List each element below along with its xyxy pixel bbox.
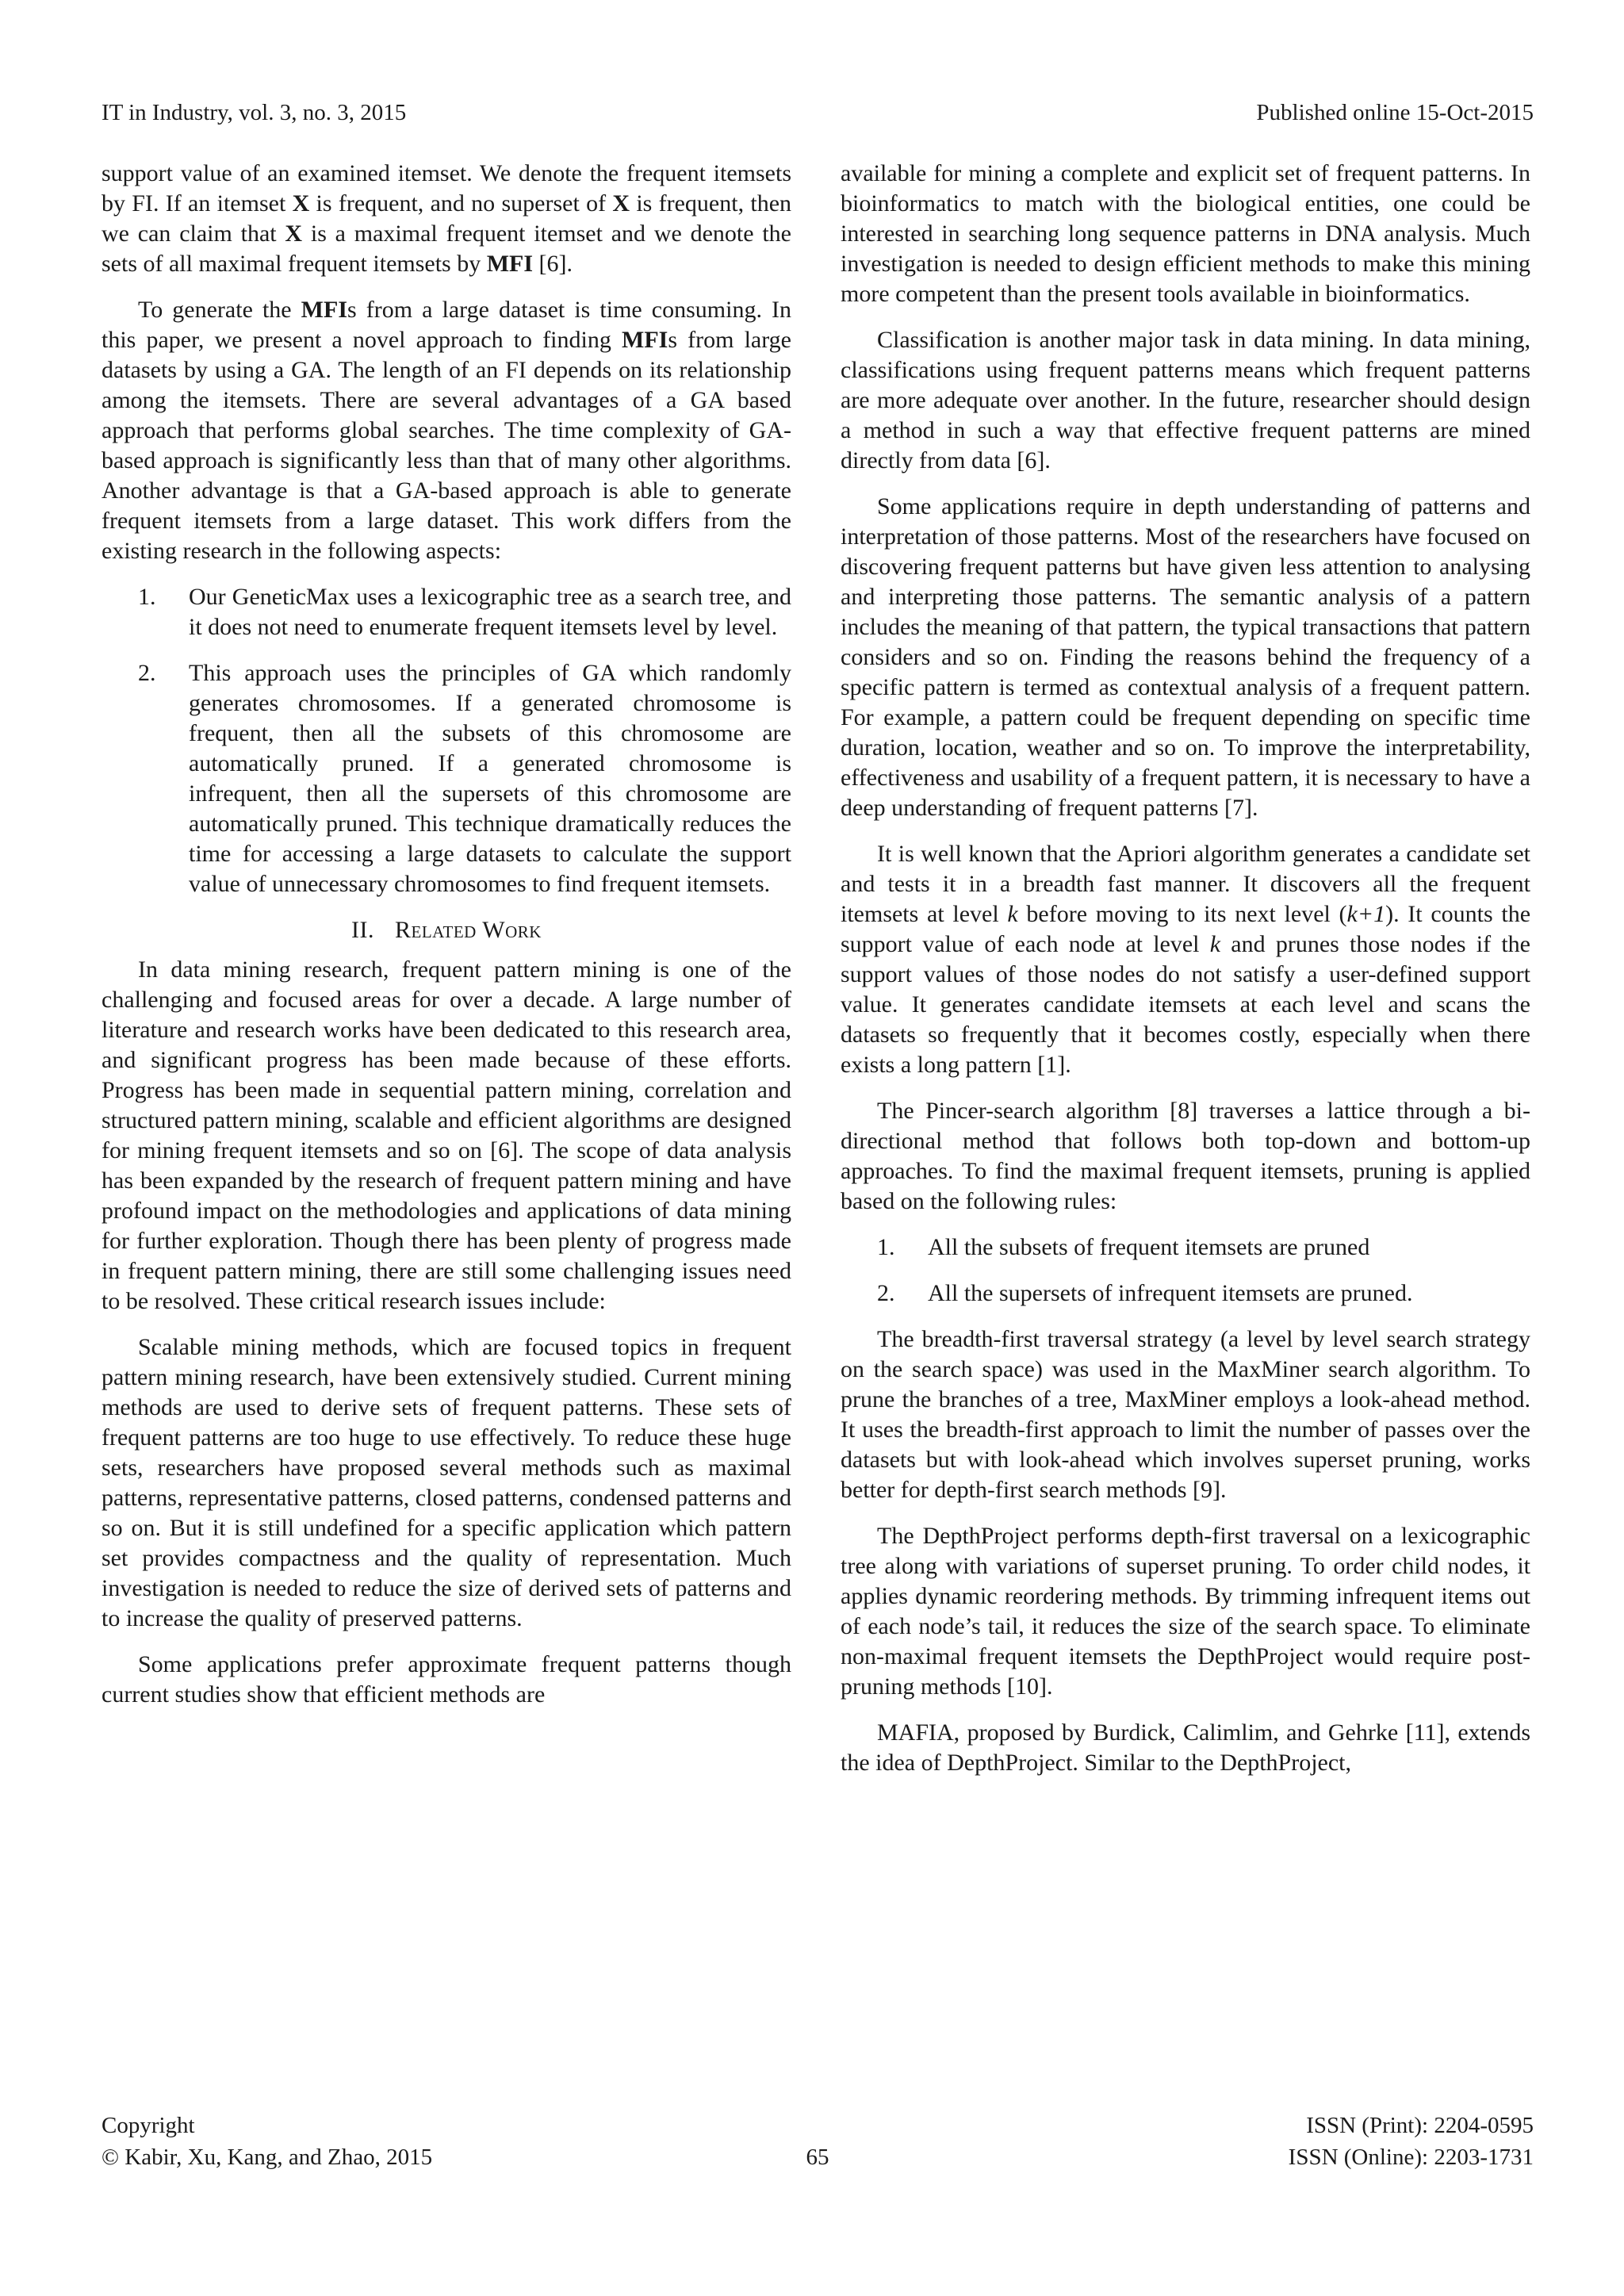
- paragraph-apriori: It is well known that the Apriori algorithm generates a candidate set and tests it in a breadth fast manner. It discovers all the frequent itemsets at level k before moving to its next level (k+1). It counts the support value of each node at level k and prunes those nodes if the support values of those nodes do not satisfy a user-defined support value. It generates candidate itemsets at each level and scans the datasets so frequently that it becomes costly, especially when there exists a long pattern [1].: [841, 841, 1531, 1078]
- aspects-list: [102, 582, 791, 899]
- paragraph-depthproject: The DepthProject performs depth-first traversal on a lexicographic tree along with variations of superset pruning. To order child nodes, it applies dynamic reordering methods. By trimming infrequent items out of each node’s tail, it reduces the size of the search space. To eliminate non-maximal frequent itemsets the DepthProject would require post-pruning methods [10].: [841, 1523, 1530, 1700]
- paragraph-pincer-search: The Pincer-search algorithm [8] traverses a lattice through a bi-directional method that follows both top-down and bottom-up approaches. To find the maximal frequent itemsets, pruning is applied based on the following rules:: [841, 1098, 1530, 1214]
- footer-issn: ISSN (Print): 2204-0595 ISSN (Online): 2203-1731: [1288, 2113, 1534, 2170]
- publication-date: Published online 15-Oct-2015: [1256, 100, 1534, 125]
- footer-copyright: Copyright © Kabir, Xu, Kang, and Zhao, 2015: [102, 2113, 433, 2170]
- list-item: 1. All the subsets of frequent itemsets are pruned: [877, 1234, 1370, 1260]
- journal-info: IT in Industry, vol. 3, no. 3, 2015: [102, 100, 407, 125]
- paragraph-approximate-patterns: Some applications prefer approximate frequent patterns though current studies show that efficient methods are: [102, 1651, 791, 1708]
- right-column: [841, 159, 1530, 1794]
- paragraph-mafia: MAFIA, proposed by Burdick, Calimlim, and Gehrke [11], extends the idea of DepthProject. Similar to the DepthProject,: [841, 1719, 1530, 1776]
- paragraph-mfi-definition: support value of an examined itemset. We denote the frequent itemsets by FI. If an itemset X is frequent, and no superset of X is frequent, then we can claim that X is a maximal frequent itemset and we denote the sets of all maximal frequent itemsets by MFI [6].: [102, 160, 792, 277]
- list-item: 2. This approach uses the principles of GA which randomly generates chromosomes. If a generated chromosome is frequent, then all the subsets of this chromosome are automatically pruned. If a generated chromosome is infrequent, then all the supersets of this chromosome are automatically pruned. This technique dramatically reduces the time for accessing a large datasets to calculate the support value of unnecessary chromosomes to find frequent itemsets.: [138, 660, 791, 897]
- paragraph-interpretation: Some applications require in depth understanding of patterns and interpretation of those patterns. Most of the researchers have focused on discovering frequent patterns but have given less attention to analysing and interpreting those patterns. The semantic analysis of a pattern includes the meaning of that pattern, the typical transactions that pattern considers and so on. Finding the reasons behind the frequency of a specific pattern is termed as contextual analysis of a frequent pattern. For example, a pattern could be frequent depending on specific time duration, location, weather and so on. To improve the interpretability, effectiveness and usability of a frequent pattern, it is necessary to have a deep understanding of frequent patterns [7].: [841, 493, 1530, 821]
- paragraph-related-work-intro: In data mining research, frequent pattern mining is one of the challenging and focused areas for over a decade. A large number of literature and research works have been dedicated to this research area, and significant progress has been made because of these efforts. Progress has been made in sequential pattern mining, correlation and structured pattern mining, scalable and efficient algorithms are designed for mining frequent itemsets and so on [6]. The scope of data analysis has been expanded by the research of frequent pattern mining and have profound impact on the methodologies and applications of data mining for further exploration. Though there has been plenty of progress made in frequent pattern mining, there are still some challenging issues need to be resolved. These critical research issues include:: [102, 956, 791, 1314]
- running-header: [102, 95, 1534, 130]
- paragraph-classification: Classification is another major task in data mining. In data mining, classifications using frequent patterns means which frequent patterns are more adequate over another. In the future, researcher should design a method in such a way that effective frequent patterns are mined directly from data [6].: [841, 327, 1530, 473]
- paragraph-approach: To generate the MFIs from a large dataset is time consuming. In this paper, we present a novel approach to finding MFIs from large datasets by using a GA. The length of an FI depends on its relationship among the itemsets. There are several advantages of a GA based approach that performs global searches. The time complexity of GA-based approach is significantly less than that of many other algorithms. Another advantage is that a GA-based approach is able to generate frequent itemsets from a large dataset. This work differs from the existing research in the following aspects:: [102, 297, 792, 564]
- page-number: 65: [806, 2145, 829, 2170]
- left-column: [102, 159, 791, 1726]
- paragraph-maxminer: The breadth-first traversal strategy (a level by level search strategy on the search space) was used in the MaxMiner search algorithm. To prune the branches of a tree, MaxMiner employs a look-ahead method. It uses the breadth-first approach to limit the number of passes over the datasets but with look-ahead which involves superset pruning, works better for depth-first search methods [9].: [841, 1326, 1530, 1503]
- list-item: 2. All the supersets of infrequent itemsets are pruned.: [877, 1280, 1413, 1306]
- paragraph-bioinformatics: available for mining a complete and explicit set of frequent patterns. In bioinformatics to match with the biological entities, one could be interested in searching long sequence patterns in DNA analysis. Much investigation is needed to design efficient methods to make this mining more competent than the present tools available in bioinformatics.: [841, 160, 1530, 307]
- pruning-rules-list: [841, 1232, 1530, 1309]
- paragraph-scalable-methods: Scalable mining methods, which are focused topics in frequent pattern mining research, have been extensively studied. Current mining methods are used to derive sets of frequent patterns. These sets of frequent patterns are too huge to use effectively. To reduce these huge sets, researchers have proposed several methods such as maximal patterns, representative patterns, closed patterns, condensed patterns and so on. But it is still undefined for a specific application which pattern set provides compactness and the quality of representation. Much investigation is needed to reduce the size of derived sets of patterns and to increase the quality of preserved patterns.: [102, 1334, 791, 1631]
- section-heading-related-work: II. Related Work: [351, 917, 542, 943]
- list-item: 1. Our GeneticMax uses a lexicographic tree as a search tree, and it does not need to enumerate frequent itemsets level by level.: [138, 584, 791, 640]
